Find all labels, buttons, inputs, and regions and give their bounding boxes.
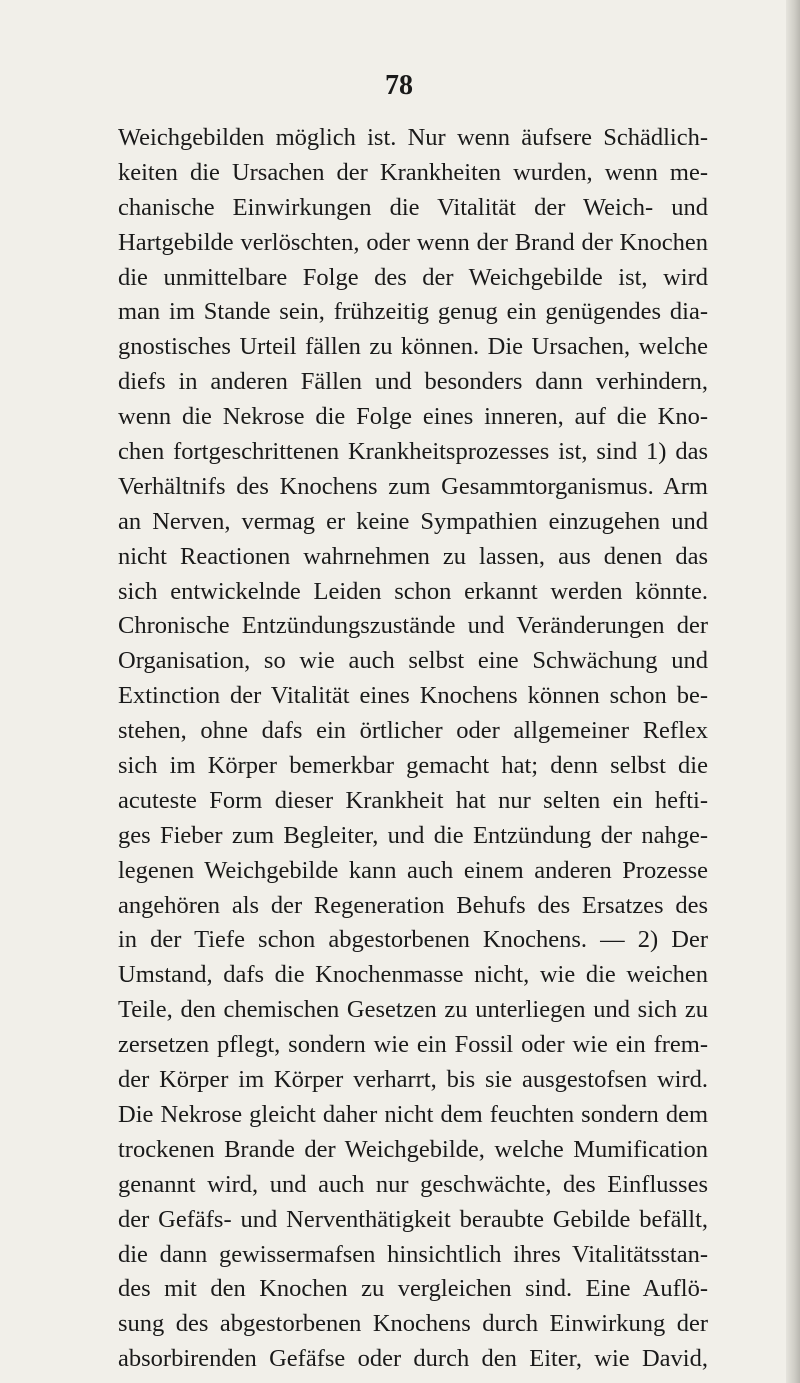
text-line: nicht Reactionen wahrnehmen zu lassen, aus denen das (118, 542, 708, 570)
text-line: Verhältnifs des Knochens zum Gesammtorganismus. Arm (118, 472, 708, 500)
text-line: genannt wird, und auch nur geschwächte, des Einflusses (118, 1170, 708, 1198)
text-line: diefs in anderen Fällen und besonders dann verhindern, (118, 368, 708, 396)
page-number: 78 (385, 70, 413, 101)
text-line: absorbirenden Gefäfse oder durch den Eiter, wie David, (118, 1345, 708, 1373)
text-line: Umstand, dafs die Knochenmasse nicht, wie die weichen (118, 961, 708, 989)
text-line: gnostisches Urteil fällen zu können. Die Ursachen, welche (118, 333, 708, 361)
text-line: der Gefäfs- und Nerventhätigkeit beraubte Gebilde befällt, (118, 1205, 708, 1233)
text-line: acuteste Form dieser Krankheit hat nur selten ein hefti- (118, 786, 708, 814)
text-line: Chronische Entzündungszustände und Veränderungen der (118, 612, 708, 640)
text-line: sich entwickelnde Leiden schon erkannt werden könnte. (118, 577, 708, 605)
text-line: stehen, ohne dafs ein örtlicher oder allgemeiner Reflex (118, 717, 708, 745)
text-line: Die Nekrose gleicht daher nicht dem feuchten sondern dem (118, 1100, 708, 1128)
text-line: sich im Körper bemerkbar gemacht hat; denn selbst die (118, 752, 708, 780)
text-line: ges Fieber zum Begleiter, und die Entzündung der nahge- (118, 821, 708, 849)
text-line: die dann gewissermafsen hinsichtlich ihres Vitalitätsstan- (118, 1240, 708, 1268)
text-line: in der Tiefe schon abgestorbenen Knochens. — 2) Der (118, 926, 708, 954)
text-line: die unmittelbare Folge des der Weichgebilde ist, wird (118, 263, 708, 291)
text-line: keiten die Ursachen der Krankheiten wurden, wenn me- (118, 158, 708, 186)
text-line: angehören als der Regeneration Behufs des Ersatzes des (118, 891, 708, 919)
text-line: wenn die Nekrose die Folge eines inneren, auf die Kno- (118, 403, 708, 431)
text-line: Extinction der Vitalität eines Knochens können schon be- (118, 682, 708, 710)
page-edge (786, 0, 800, 1383)
text-line: Organisation, so wie auch selbst eine Schwächung und (118, 647, 708, 675)
text-line: legenen Weichgebilde kann auch einem anderen Prozesse (118, 856, 708, 884)
text-line: Weichgebilden möglich ist. Nur wenn äufsere Schädlich- (118, 124, 708, 151)
text-line: Teile, den chemischen Gesetzen zu unterliegen und sich zu (118, 996, 708, 1024)
text-line: an Nerven, vermag er keine Sympathien einzugehen und (118, 507, 708, 535)
body-text (118, 121, 708, 1377)
text-line: des mit den Knochen zu vergleichen sind. Eine Auflö- (118, 1275, 708, 1303)
text-line: zersetzen pflegt, sondern wie ein Fossil oder wie ein frem- (118, 1031, 708, 1059)
text-line: der Körper im Körper verharrt, bis sie ausgestofsen wird. (118, 1066, 708, 1094)
text-line: man im Stande sein, frühzeitig genug ein genügendes dia- (118, 298, 708, 326)
text-line: Hartgebilde verlöschten, oder wenn der Brand der Knochen (118, 228, 708, 256)
text-line: trockenen Brande der Weichgebilde, welche Mumification (118, 1135, 708, 1163)
text-line: chen fortgeschrittenen Krankheitsprozesses ist, sind 1) das (118, 438, 708, 466)
text-line: chanische Einwirkungen die Vitalität der Weich- und (118, 193, 708, 221)
text-line: sung des abgestorbenen Knochens durch Einwirkung der (118, 1310, 708, 1338)
